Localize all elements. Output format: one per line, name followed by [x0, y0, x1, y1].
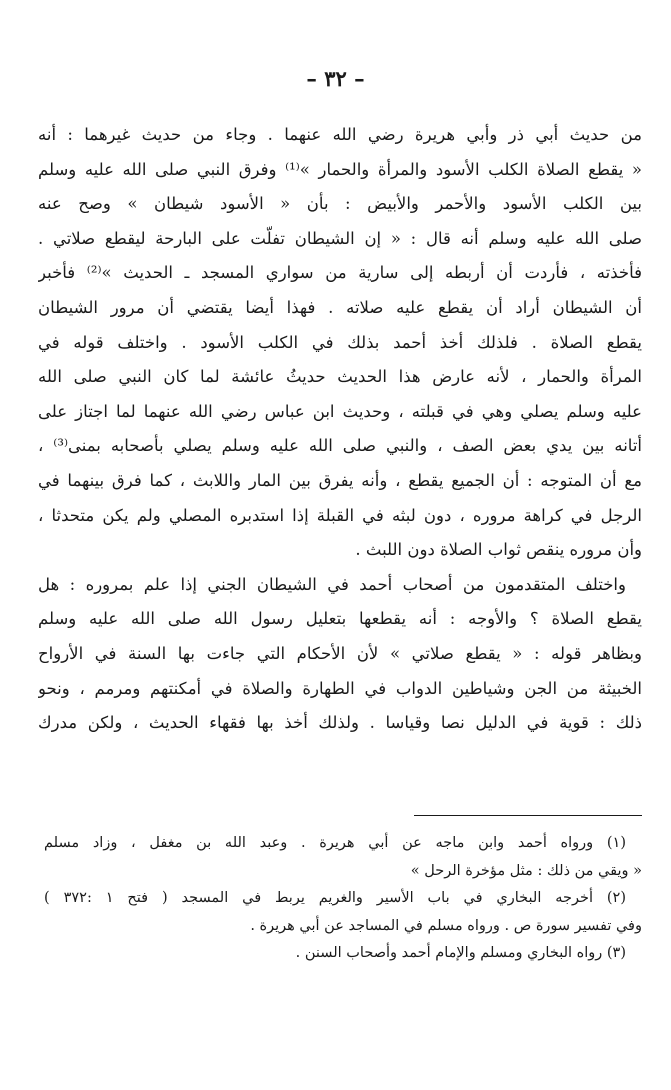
page-number: – ٣٢ – — [306, 66, 365, 91]
text-line: وبظاهر قوله : « يقطع صلاتي » لأن الأحكام التي جاءت بها السنة في الأرواح — [38, 643, 642, 663]
text-line: أن الشيطان أراد أن يقطع عليه صلاته . فهذا أيضا يقتضي أن مرور الشيطان — [38, 297, 642, 317]
text-line: من حديث أبي ذر وأبي هريرة رضي الله عنهما . وجاء من حديث غيرهما : أنه — [38, 125, 642, 144]
footnote-divider — [414, 815, 642, 816]
text-line: مع أن المتوجه : أن الجميع يقطع ، وأنه يفرق بين المار واللابث ، كما فرق بينهما في — [38, 470, 642, 490]
text-line: يقطع الصلاة ؟ والأوجه : أنه يقطعها بتعليل رسول الله صلى الله عليه وسلم — [38, 609, 642, 629]
footnote-1: (١) ورواه أحمد وابن ماجه عن أبي هريرة . وعبد الله بن مغفل ، وزاد مسلم — [44, 835, 626, 851]
text-line: الرجل في كراهة مروره ، دون لبثه في القبلة إذا استدبره المصلي ولم يكن متحدثا ، — [38, 505, 642, 525]
footnote-2-continued: وفي تفسير سورة ص . ورواه مسلم في المساجد عن أبي هريرة . — [250, 917, 642, 934]
paragraph-end-line: وأن مروره ينقص ثواب الصلاة دون اللبث . — [355, 540, 642, 560]
text-line: فأخذته ، فأردت أن أربطه إلى سارية من سواري المسجد ـ الحديث »⁽²⁾ فأخبر — [38, 263, 642, 283]
main-text — [38, 118, 642, 741]
text-line: يقطع الصلاة . فلذلك أخذ أحمد بذلك في الكلب الأسود . واختلف قوله في — [38, 332, 642, 352]
footnote-3: (٣) رواه البخاري ومسلم والإمام أحمد وأصحاب السنن . — [295, 945, 626, 961]
text-line: « يقطع الصلاة الكلب الأسود والمرأة والحمار »⁽¹⁾ وفرق النبي صلى الله عليه وسلم — [38, 159, 642, 179]
footnote-1-continued: « ويقي من ذلك : مثل مؤخرة الرحل » — [410, 862, 642, 879]
text-line: الخبيثة من الجن وشياطين الدواب في الطهارة والصلاة في أمكنتهم ومرمم ، ونحو — [38, 678, 642, 698]
text-line: بين الكلب الأسود والأحمر والأبيض : بأن « الأسود شيطان » وصح عنه — [38, 194, 642, 214]
text-line: ذلك : قوية في الدليل نصا وقياسا . ولذلك أخذ بها فقهاء الحديث ، ولكن مدرك — [38, 713, 642, 733]
text-line: المرأة والحمار ، لأنه عارض هذا الحديث حديثُ عائشة لما كان النبي صلى الله — [38, 367, 642, 387]
paragraph-start-line: واختلف المتقدمون من أصحاب أحمد في الشيطان الجني إذا علم بمروره : هل — [38, 574, 626, 594]
text-line: صلى الله عليه وسلم أنه قال : « إن الشيطان تفلّت على البارحة ليقطع صلاتي . — [38, 228, 642, 248]
footnotes — [44, 830, 642, 968]
text-line: أتانه بين يدي بعض الصف ، والنبي صلى الله عليه وسلم يصلي بأصحابه بمنى⁽³⁾ ، — [38, 436, 642, 456]
text-line: عليه وسلم يصلي وهي في قبلته ، وحديث ابن عباس رضي الله عنهما لما اجتاز على — [38, 401, 642, 421]
footnote-2: (٢) أخرجه البخاري في باب الأسير والغريم يربط في المسجد ( فتح ١ :٣٧٢ ) — [44, 890, 626, 906]
